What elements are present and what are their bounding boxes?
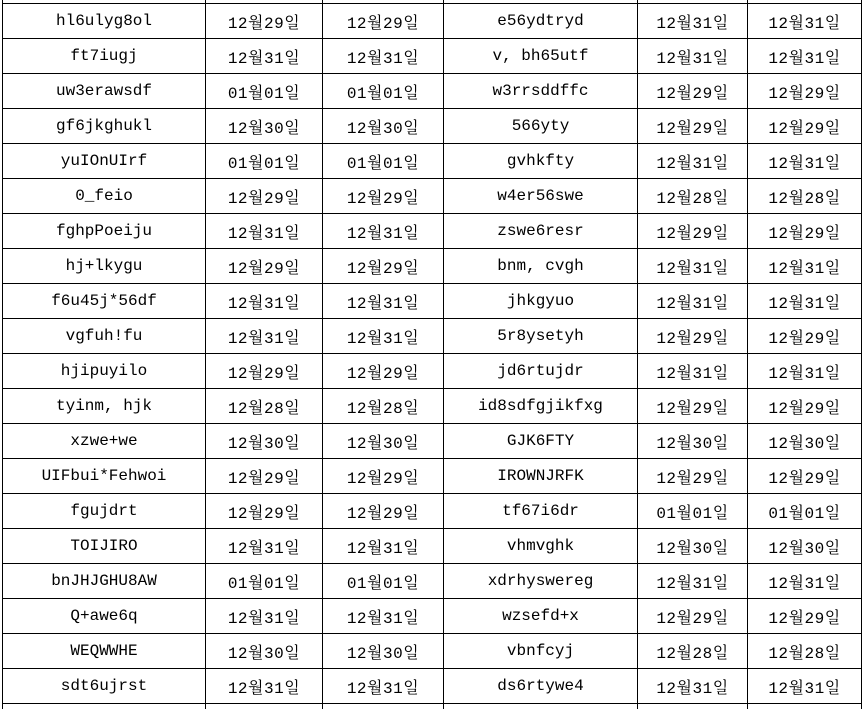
table-row	[3, 634, 862, 669]
date-cell[interactable]: 12월29일	[748, 109, 862, 144]
name-cell[interactable]: ft7iugj	[3, 39, 206, 74]
date-cell[interactable]: 12월30일	[323, 109, 444, 144]
date-cell[interactable]: 12월31일	[748, 249, 862, 284]
name-cell[interactable]: gvhkfty	[444, 144, 638, 179]
partial-cell	[638, 704, 748, 710]
partial-cell	[3, 704, 206, 710]
date-cell[interactable]: 12월29일	[323, 4, 444, 39]
date-cell[interactable]: 01월01일	[323, 74, 444, 109]
date-cell[interactable]: 12월31일	[638, 284, 748, 319]
date-cell[interactable]: 12월31일	[748, 354, 862, 389]
date-cell[interactable]: 12월29일	[206, 179, 323, 214]
date-cell[interactable]: 12월30일	[638, 424, 748, 459]
table-row	[3, 179, 862, 214]
name-cell[interactable]: jhkgyuo	[444, 284, 638, 319]
date-cell[interactable]: 12월31일	[206, 39, 323, 74]
table-row	[3, 354, 862, 389]
table-body	[3, 0, 862, 709]
date-cell[interactable]: 12월28일	[748, 179, 862, 214]
date-cell[interactable]: 12월29일	[638, 109, 748, 144]
date-cell[interactable]: 12월31일	[323, 39, 444, 74]
table-row	[3, 109, 862, 144]
date-cell[interactable]: 12월28일	[323, 389, 444, 424]
name-cell[interactable]: xdrhyswereg	[444, 564, 638, 599]
name-cell[interactable]: xzwe+we	[3, 424, 206, 459]
date-cell[interactable]: 12월31일	[323, 599, 444, 634]
date-cell[interactable]: 12월30일	[206, 634, 323, 669]
table-row	[3, 74, 862, 109]
date-cell[interactable]: 12월29일	[748, 459, 862, 494]
date-cell[interactable]: 12월29일	[638, 74, 748, 109]
date-cell[interactable]: 12월31일	[323, 319, 444, 354]
date-cell[interactable]: 12월31일	[748, 4, 862, 39]
name-cell[interactable]: wzsefd+x	[444, 599, 638, 634]
table-row	[3, 214, 862, 249]
date-cell[interactable]: 12월31일	[638, 354, 748, 389]
date-cell[interactable]: 12월31일	[323, 284, 444, 319]
table-row	[3, 144, 862, 179]
name-cell[interactable]: tyinm, hjk	[3, 389, 206, 424]
date-cell[interactable]: 12월31일	[323, 529, 444, 564]
name-cell[interactable]: GJK6FTY	[444, 424, 638, 459]
table-row	[3, 669, 862, 704]
data-table	[2, 0, 862, 709]
name-cell[interactable]: fgujdrt	[3, 494, 206, 529]
date-cell[interactable]: 12월31일	[206, 214, 323, 249]
date-cell[interactable]: 12월29일	[748, 319, 862, 354]
name-cell[interactable]: sdt6ujrst	[3, 669, 206, 704]
date-cell[interactable]: 12월31일	[638, 669, 748, 704]
date-cell[interactable]: 12월29일	[638, 389, 748, 424]
date-cell[interactable]: 12월29일	[323, 179, 444, 214]
date-cell[interactable]: 12월29일	[206, 494, 323, 529]
name-cell[interactable]: w3rrsddffc	[444, 74, 638, 109]
table-row	[3, 284, 862, 319]
name-cell[interactable]: f6u45j*56df	[3, 284, 206, 319]
name-cell[interactable]: yuIOnUIrf	[3, 144, 206, 179]
name-cell[interactable]: TOIJIRO	[3, 529, 206, 564]
date-cell[interactable]: 12월29일	[638, 599, 748, 634]
table-row	[3, 249, 862, 284]
name-cell[interactable]: id8sdfgjikfxg	[444, 389, 638, 424]
partial-row-bottom	[3, 704, 862, 710]
date-cell[interactable]: 12월31일	[323, 669, 444, 704]
date-cell[interactable]: 12월29일	[748, 214, 862, 249]
date-cell[interactable]: 12월31일	[638, 564, 748, 599]
name-cell[interactable]: 5r8ysetyh	[444, 319, 638, 354]
date-cell[interactable]: 12월31일	[638, 4, 748, 39]
date-cell[interactable]: 12월30일	[206, 109, 323, 144]
date-cell[interactable]: 12월29일	[638, 214, 748, 249]
date-cell[interactable]: 12월29일	[206, 459, 323, 494]
table-row	[3, 564, 862, 599]
date-cell[interactable]: 01월01일	[206, 564, 323, 599]
table-row	[3, 424, 862, 459]
name-cell[interactable]: w4er56swe	[444, 179, 638, 214]
date-cell[interactable]: 01월01일	[206, 144, 323, 179]
date-cell[interactable]: 12월29일	[748, 599, 862, 634]
date-cell[interactable]: 12월28일	[748, 634, 862, 669]
name-cell[interactable]: uw3erawsdf	[3, 74, 206, 109]
name-cell[interactable]: 566yty	[444, 109, 638, 144]
table-row	[3, 4, 862, 39]
date-cell[interactable]: 01월01일	[323, 564, 444, 599]
date-cell[interactable]: 12월30일	[206, 424, 323, 459]
name-cell[interactable]: fghpPoeiju	[3, 214, 206, 249]
name-cell[interactable]: tf67i6dr	[444, 494, 638, 529]
name-cell[interactable]: ds6rtywe4	[444, 669, 638, 704]
date-cell[interactable]: 12월30일	[748, 529, 862, 564]
table-row	[3, 494, 862, 529]
date-cell[interactable]: 12월29일	[206, 354, 323, 389]
date-cell[interactable]: 12월31일	[206, 669, 323, 704]
date-cell[interactable]: 12월28일	[638, 634, 748, 669]
name-cell[interactable]: e56ydtryd	[444, 4, 638, 39]
date-cell[interactable]: 12월28일	[206, 389, 323, 424]
name-cell[interactable]: gf6jkghukl	[3, 109, 206, 144]
date-cell[interactable]: 12월30일	[748, 424, 862, 459]
name-cell[interactable]: zswe6resr	[444, 214, 638, 249]
date-cell[interactable]: 12월31일	[748, 564, 862, 599]
date-cell[interactable]: 12월31일	[638, 144, 748, 179]
date-cell[interactable]: 01월01일	[748, 494, 862, 529]
date-cell[interactable]: 12월29일	[206, 4, 323, 39]
date-cell[interactable]: 12월31일	[748, 144, 862, 179]
name-cell[interactable]: Q+awe6q	[3, 599, 206, 634]
table-row	[3, 39, 862, 74]
date-cell[interactable]: 12월31일	[206, 599, 323, 634]
name-cell[interactable]: IROWNJRFK	[444, 459, 638, 494]
date-cell[interactable]: 12월31일	[206, 284, 323, 319]
date-cell[interactable]: 01월01일	[638, 494, 748, 529]
table-row	[3, 599, 862, 634]
date-cell[interactable]: 12월29일	[748, 74, 862, 109]
name-cell[interactable]: hjipuyilo	[3, 354, 206, 389]
date-cell[interactable]: 12월29일	[323, 249, 444, 284]
name-cell[interactable]: hj+lkygu	[3, 249, 206, 284]
date-cell[interactable]: 12월31일	[748, 669, 862, 704]
date-cell[interactable]: 12월31일	[323, 214, 444, 249]
name-cell[interactable]: hl6ulyg8ol	[3, 4, 206, 39]
date-cell[interactable]: 12월31일	[748, 284, 862, 319]
date-cell[interactable]: 12월31일	[638, 39, 748, 74]
name-cell[interactable]: WEQWWHE	[3, 634, 206, 669]
name-cell[interactable]: v, bh65utf	[444, 39, 638, 74]
date-cell[interactable]: 01월01일	[206, 74, 323, 109]
table-row	[3, 459, 862, 494]
table-row	[3, 389, 862, 424]
date-cell[interactable]: 01월01일	[323, 144, 444, 179]
date-cell[interactable]: 12월30일	[323, 634, 444, 669]
date-cell[interactable]: 12월29일	[323, 494, 444, 529]
date-cell[interactable]: 12월29일	[748, 389, 862, 424]
date-cell[interactable]: 12월31일	[206, 529, 323, 564]
date-cell[interactable]: 12월29일	[323, 354, 444, 389]
date-cell[interactable]: 12월29일	[638, 319, 748, 354]
name-cell[interactable]: jd6rtujdr	[444, 354, 638, 389]
date-cell[interactable]: 12월29일	[323, 459, 444, 494]
name-cell[interactable]: bnJHJGHU8AW	[3, 564, 206, 599]
partial-cell	[444, 704, 638, 710]
partial-cell	[748, 704, 862, 710]
date-cell[interactable]: 12월30일	[323, 424, 444, 459]
date-cell[interactable]: 12월31일	[748, 39, 862, 74]
date-cell[interactable]: 12월29일	[206, 249, 323, 284]
date-cell[interactable]: 12월29일	[638, 459, 748, 494]
name-cell[interactable]: vhmvghk	[444, 529, 638, 564]
date-cell[interactable]: 12월28일	[638, 179, 748, 214]
date-cell[interactable]: 12월31일	[206, 319, 323, 354]
date-cell[interactable]: 12월31일	[638, 249, 748, 284]
name-cell[interactable]: vgfuh!fu	[3, 319, 206, 354]
table-row	[3, 529, 862, 564]
table-row	[3, 319, 862, 354]
name-cell[interactable]: 0_feio	[3, 179, 206, 214]
date-cell[interactable]: 12월30일	[638, 529, 748, 564]
partial-cell	[323, 704, 444, 710]
name-cell[interactable]: UIFbui*Fehwoi	[3, 459, 206, 494]
name-cell[interactable]: bnm, cvgh	[444, 249, 638, 284]
name-cell[interactable]: vbnfcyj	[444, 634, 638, 669]
partial-cell	[206, 704, 323, 710]
